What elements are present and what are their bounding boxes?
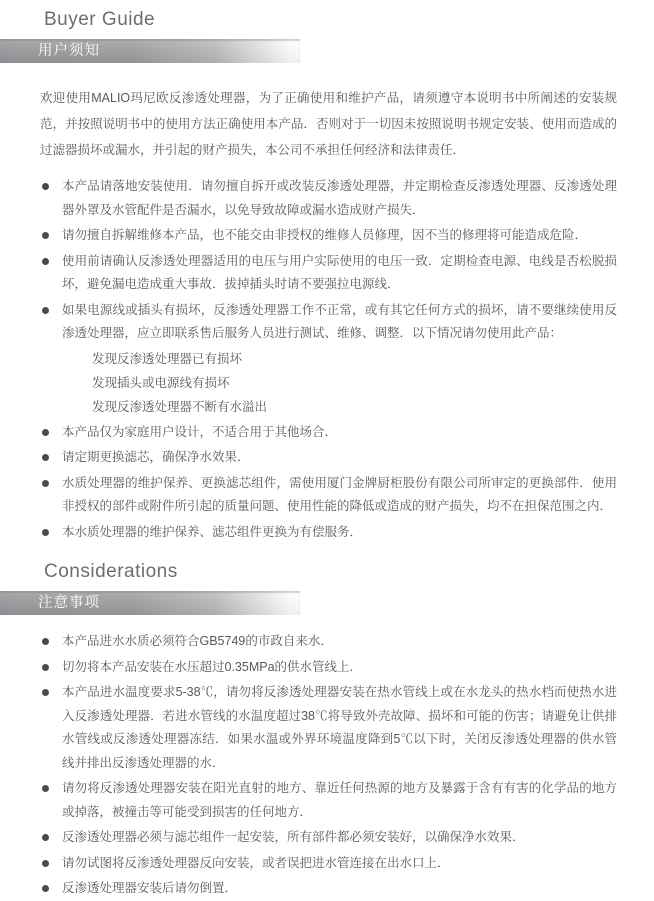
bullet-dot-icon [42,183,49,190]
list-item-text: 水质处理器的维护保养、更换滤芯组件，需使用厦门金牌厨柜股份有限公司所审定的更换部件．使用非授权的部件或附件所引起的质量问题、使用性能的降低或造成的财产损失，均不在担保范围之内． [62,475,617,513]
sub-condition-line: 发现反渗透处理器已有损坏 [92,351,243,366]
list-item [42,250,617,297]
bullet-dot-icon [42,860,49,867]
list-item [42,777,617,824]
list-item-text: 本水质处理器的维护保养、滤芯组件更换为有偿服务． [62,524,363,539]
list-item [42,656,617,680]
list-item [42,421,617,445]
list-item-text: 切勿将本产品安装在水压超过0.35MPa的供水管线上． [62,659,363,674]
considerations-list [42,630,617,901]
section-bar-label: 注意事项 [38,595,100,611]
section-bar-precautions [0,591,300,615]
notice-list [42,175,617,544]
list-item-text: 请勿试图将反渗透处理器反向安装，或者误把进水管连接在出水口上． [62,855,450,870]
list-item-text: 本产品进水水质必须符合GB5749的市政自来水． [62,634,333,648]
bullet-dot-icon [42,480,49,487]
list-item [42,630,617,654]
list-item [42,826,617,850]
list-item [42,852,617,876]
list-item [42,446,617,470]
list-item-text: 本产品请落地安装使用．请勿擅自拆开或改装反渗透处理器，并定期检查反渗透处理器、反渗透处理器外罩及水管配件是否漏水，以免导致故障或漏水造成财产损失． [62,179,617,217]
list-item [42,299,617,419]
list-item [42,681,617,775]
bullet-dot-icon [42,307,49,314]
bullet-dot-icon [42,664,49,671]
bullet-dot-icon [42,454,49,461]
section-heading-considerations: Considerations [44,561,178,582]
bullet-dot-icon [42,529,49,536]
list-item [42,521,617,545]
list-item-text: 本产品进水温度要求5-38℃，请勿将反渗透处理器安装在热水管线上或在水龙头的热水档而使热水进入反渗透处理器．若进水管线的水温度超过38℃将导致外壳故障、损坏和可能的伤害；请避免让供排水管线或反渗透处理器冻结．如果水温或外界环境温度降到5℃以下时，关闭反渗透处理器的供水管线并排出反渗透处理器的水． [62,685,617,770]
bullet-dot-icon [42,834,49,841]
list-item [42,175,617,222]
bullet-dot-icon [42,689,49,696]
list-item-text: 反渗透处理器必须与滤芯组件一起安装，所有部件都必须安装好，以确保净水效果． [62,830,525,844]
sub-condition-line: 发现插头或电源线有损坏 [92,375,230,390]
list-item-text: 本产品仅为家庭用户设计，不适合用于其他场合． [62,424,338,439]
bullet-dot-icon [42,429,49,436]
list-item-text: 请定期更换滤芯，确保净水效果． [62,450,250,464]
list-item-text: 如果电源线或插头有损坏，反渗透处理器工作不正常，或有其它任何方式的损坏，请不要继续使用反渗透处理器，应立即联系售后服务人员进行测试、维修、调整．以下情况请勿使用此产品： [62,302,617,340]
section-bar-user-notice [0,39,300,63]
list-item-text: 请勿擅自拆解维修本产品，也不能交由非授权的维修人员修理，因不当的修理将可能造成危险． [62,228,588,242]
bullet-dot-icon [42,785,49,792]
sub-condition-list [62,347,617,419]
list-item [42,224,617,248]
list-item-text: 反渗透处理器安装后请勿倒置． [62,881,238,895]
list-item [42,877,617,901]
bullet-dot-icon [42,638,49,645]
list-item-text: 使用前请确认反渗透处理器适用的电压与用户实际使用的电压一致．定期检查电源、电线是否松脱损坏，避免漏电造成重大事故．拔掉插头时请不要强拉电源线． [62,253,617,291]
bullet-dot-icon [42,885,49,892]
list-item [42,472,617,519]
list-item-text: 请勿将反渗透处理器安装在阳光直射的地方、靠近任何热源的地方及暴露于含有有害的化学品的地方或掉落，被撞击等可能受到损害的任何地方． [62,781,617,819]
section-bar-label: 用户须知 [38,43,100,59]
sub-condition-line: 发现反渗透处理器不断有水溢出 [92,399,268,414]
bullet-dot-icon [42,232,49,239]
bullet-dot-icon [42,258,49,265]
section-heading-buyer-guide: Buyer Guide [44,9,156,30]
intro-paragraph: 欢迎使用MALIO玛尼欧反渗透处理器，为了正确使用和维护产品，请须遵守本说明书中所阐述的安装规范，并按照说明书中的使用方法正确使用本产品．否则对于一切因未按照说明书规定安装、使用而造成的过滤器损坏或漏水，并引起的财产损失，本公司不承担任何经济和法律责任． [40,91,617,157]
